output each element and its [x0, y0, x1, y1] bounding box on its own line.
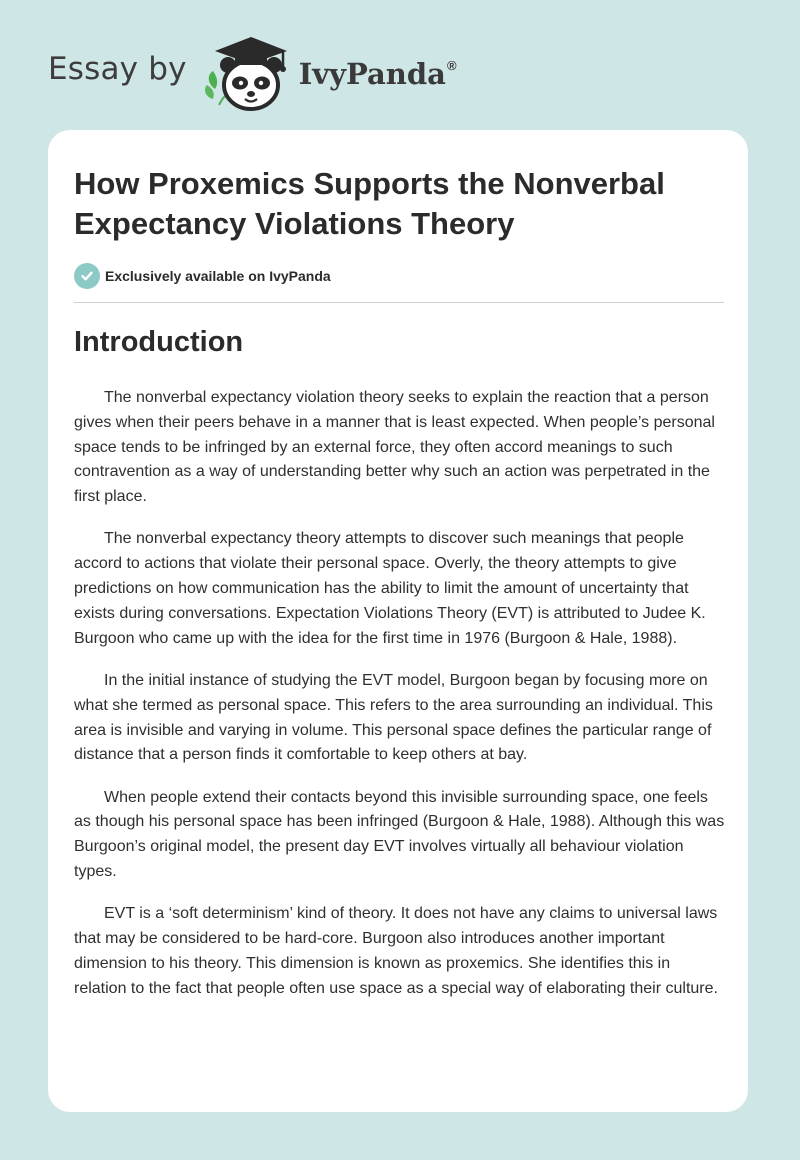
- paragraph: EVT is a ‘soft determinism’ kind of theory. It does not have any claims to universal laws that may be considered to be hard-core. Burgoon also introduces another important dimension to his theory. This dimension is known as proxemics. She identifies this in relation to the fact that people often use space as a special way of elaborating their culture.: [74, 905, 718, 997]
- article-title: How Proxemics Supports the Nonverbal Expectancy Violations Theory: [74, 166, 665, 241]
- exclusive-badge-text: Exclusively available on IvyPanda: [105, 268, 331, 284]
- panda-graduation-cap-icon: [201, 31, 295, 113]
- divider: [74, 302, 724, 303]
- brand-name: IvyPanda®: [298, 57, 457, 91]
- essay-by-label: Essay by: [48, 51, 187, 87]
- article-body: [74, 386, 726, 1019]
- paragraph: The nonverbal expectancy theory attempts to discover such meanings that people accord to actions that violate their personal space. Overly, the theory attempts to give predictions on how communication has the ability to limit the amount of uncertainty that exists during conversations. Expectation Violations Theory (EVT) is attributed to Judee K. Burgoon who came up with the idea for the first time in 1976 (Burgoon & Hale, 1988).: [74, 530, 706, 647]
- paragraph: In the initial instance of studying the EVT model, Burgoon began by focusing more on what she termed as personal space. This refers to the area surrounding an individual. This area is invisible and varying in volume. This personal space defines the particular range of distance that a person finds it comfortable to keep others at bay.: [74, 671, 713, 764]
- exclusive-badge: [74, 263, 331, 289]
- paragraph: The nonverbal expectancy violation theory seeks to explain the reaction that a person gives when their peers behave in a manner that is least expected. When people’s personal space tends to be infringed by an external force, they often accord meanings to such contravention as a way of understanding better why such an action was perpetrated in the first place.: [74, 389, 715, 506]
- article-card: [48, 130, 748, 1112]
- section-heading: Introduction: [74, 326, 244, 358]
- site-header-logo[interactable]: [48, 32, 456, 112]
- paragraph: When people extend their contacts beyond this invisible surrounding space, one feels as though his personal space has been infringed (Burgoon & Hale, 1988). Although this was Burgoon’s original model, the present day EVT involves virtually all behaviour violation types.: [74, 788, 725, 881]
- check-circle-icon: [74, 263, 100, 289]
